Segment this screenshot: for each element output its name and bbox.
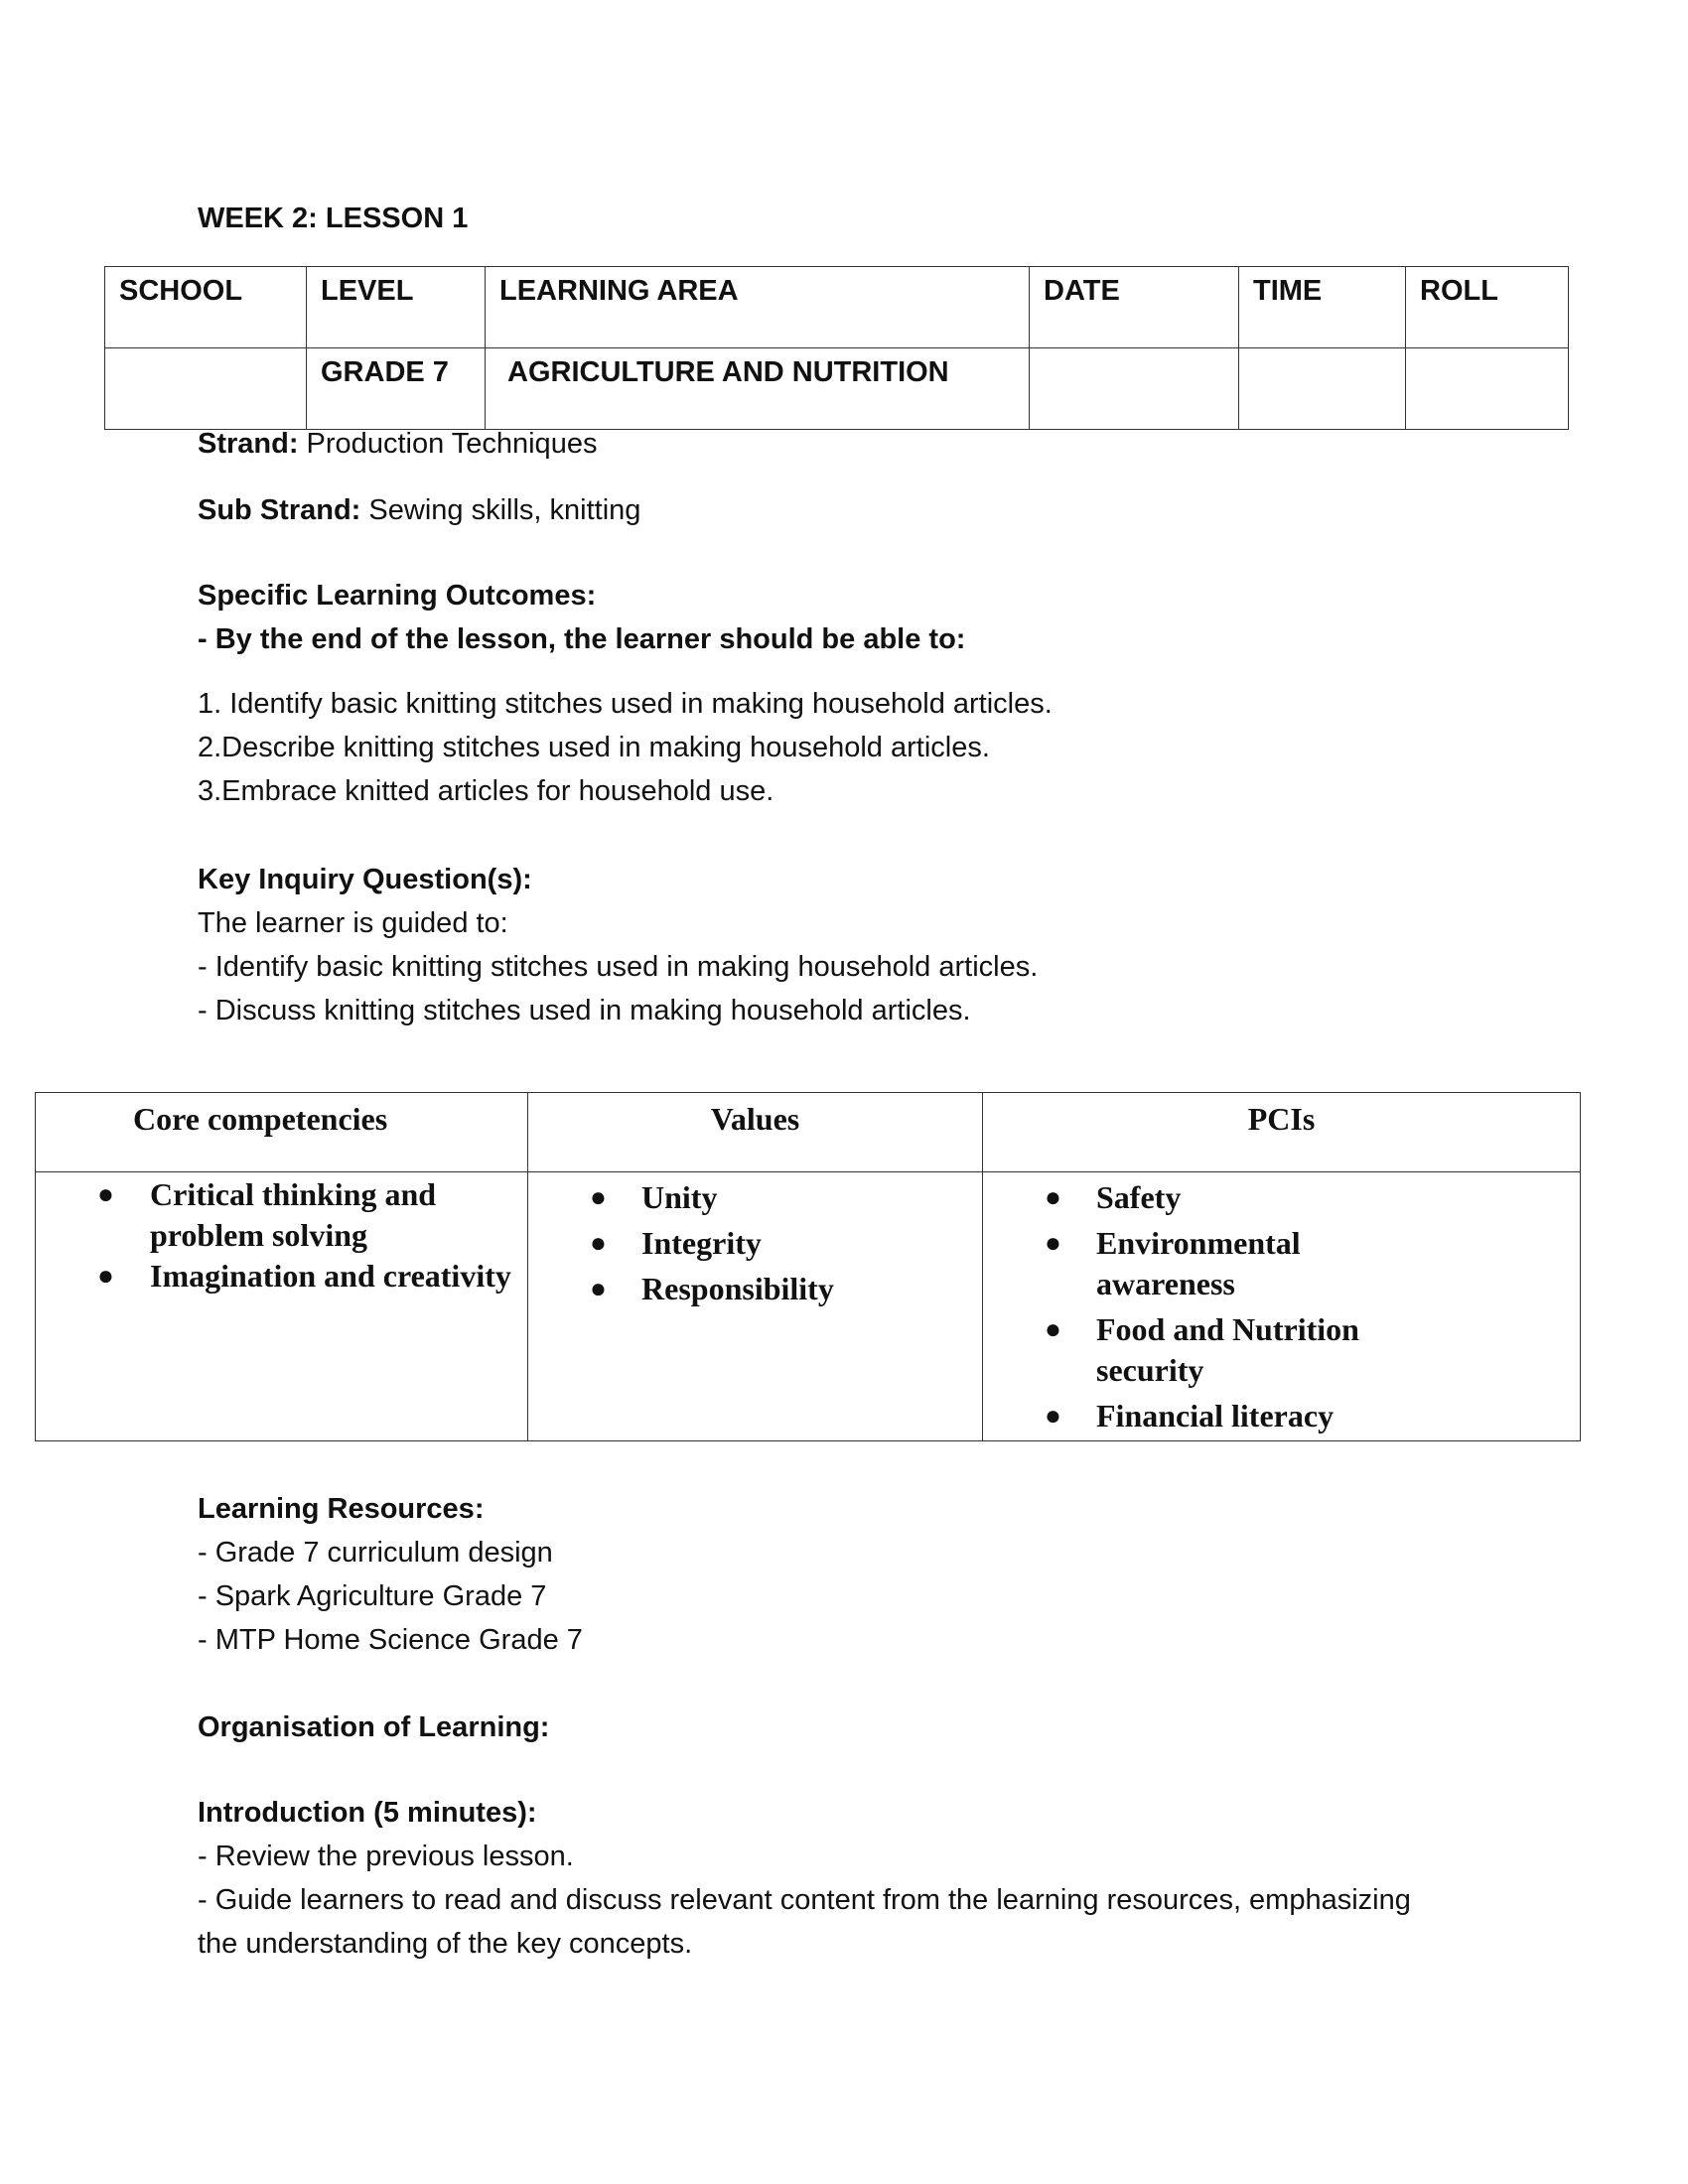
core-competencies-cell	[36, 1172, 528, 1441]
values-header: Values	[528, 1093, 983, 1172]
pcis-cell	[983, 1172, 1581, 1441]
resource-item: - Grade 7 curriculum design	[198, 1537, 553, 1569]
introduction-item: - Review the previous lesson.	[198, 1841, 574, 1872]
strand-value: Production Techniques	[298, 428, 598, 460]
header-cell-level: LEVEL	[307, 267, 486, 348]
resource-item: - Spark Agriculture Grade 7	[198, 1580, 547, 1612]
slo-intro: - By the end of the lesson, the learner should be able to:	[198, 623, 966, 655]
values-cell	[528, 1172, 983, 1441]
list-item: ● Responsibility	[528, 1269, 982, 1309]
bullet-icon: ●	[97, 1179, 114, 1210]
competencies-body-row	[36, 1172, 1581, 1441]
slo-heading: Specific Learning Outcomes:	[198, 580, 597, 612]
resources-heading: Learning Resources:	[198, 1493, 485, 1525]
introduction-item: the understanding of the key concepts.	[198, 1928, 693, 1960]
page-title: WEEK 2: LESSON 1	[198, 203, 469, 234]
slo-item: 1. Identify basic knitting stitches used in making household articles.	[198, 688, 1053, 720]
resource-item: - MTP Home Science Grade 7	[198, 1624, 583, 1656]
kiq-intro: The learner is guided to:	[198, 907, 508, 939]
header-cell-learning-area: LEARNING AREA	[486, 267, 1030, 348]
bullet-icon: ●	[590, 1228, 607, 1259]
list-item: ● Critical thinking and problem solving	[97, 1176, 437, 1253]
competencies-header-row	[36, 1093, 1581, 1172]
list-item: ● Safety	[983, 1177, 1431, 1218]
bullet-icon: ●	[1045, 1314, 1061, 1345]
value-cell-roll	[1406, 348, 1569, 430]
kiq-item: - Identify basic knitting stitches used in making household articles.	[198, 951, 1039, 983]
introduction-heading: Introduction (5 minutes):	[198, 1797, 537, 1829]
pcis-header: PCIs	[983, 1093, 1581, 1172]
list-item: ● Food and Nutrition security	[1045, 1311, 1359, 1388]
value-cell-school	[105, 348, 307, 430]
organisation-heading: Organisation of Learning:	[198, 1711, 550, 1743]
bullet-icon: ●	[590, 1274, 607, 1304]
header-cell-school: SCHOOL	[105, 267, 307, 348]
bullet-icon: ●	[1045, 1182, 1061, 1213]
strand-line	[198, 422, 597, 466]
list-item: ● Imagination and creativity	[36, 1256, 527, 1297]
bullet-icon: ●	[1045, 1401, 1061, 1432]
sub-strand-line	[198, 488, 640, 532]
bullet-icon: ●	[590, 1182, 607, 1213]
list-item: ● Integrity	[528, 1223, 982, 1264]
list-item: ● Unity	[528, 1177, 982, 1218]
kiq-item: - Discuss knitting stitches used in making household articles.	[198, 995, 971, 1026]
header-cell-roll: ROLL	[1406, 267, 1569, 348]
header-row	[105, 267, 1569, 348]
core-competencies-header: Core competencies	[36, 1093, 528, 1172]
kiq-heading: Key Inquiry Question(s):	[198, 864, 532, 895]
list-item: ● Financial literacy	[983, 1396, 1431, 1436]
value-cell-level: GRADE 7	[307, 348, 486, 430]
header-cell-time: TIME	[1239, 267, 1406, 348]
value-cell-learning-area: AGRICULTURE AND NUTRITION	[486, 348, 1030, 430]
bullet-icon: ●	[1045, 1228, 1061, 1259]
sub-strand-label: Sub Strand:	[198, 494, 361, 526]
value-cell-date	[1030, 348, 1239, 430]
value-row	[105, 348, 1569, 430]
list-item: ● Environmental awareness	[1045, 1225, 1301, 1301]
strand-label: Strand:	[198, 428, 299, 460]
sub-strand-value: Sewing skills, knitting	[360, 494, 641, 526]
value-cell-time	[1239, 348, 1406, 430]
slo-item: 3.Embrace knitted articles for household use.	[198, 775, 774, 807]
competencies-table	[35, 1092, 1581, 1441]
bullet-icon: ●	[97, 1261, 114, 1292]
slo-item: 2.Describe knitting stitches used in making household articles.	[198, 732, 990, 763]
lesson-header-table	[104, 266, 1569, 430]
header-cell-date: DATE	[1030, 267, 1239, 348]
introduction-item: - Guide learners to read and discuss relevant content from the learning resources, emphasizing	[198, 1884, 1411, 1916]
